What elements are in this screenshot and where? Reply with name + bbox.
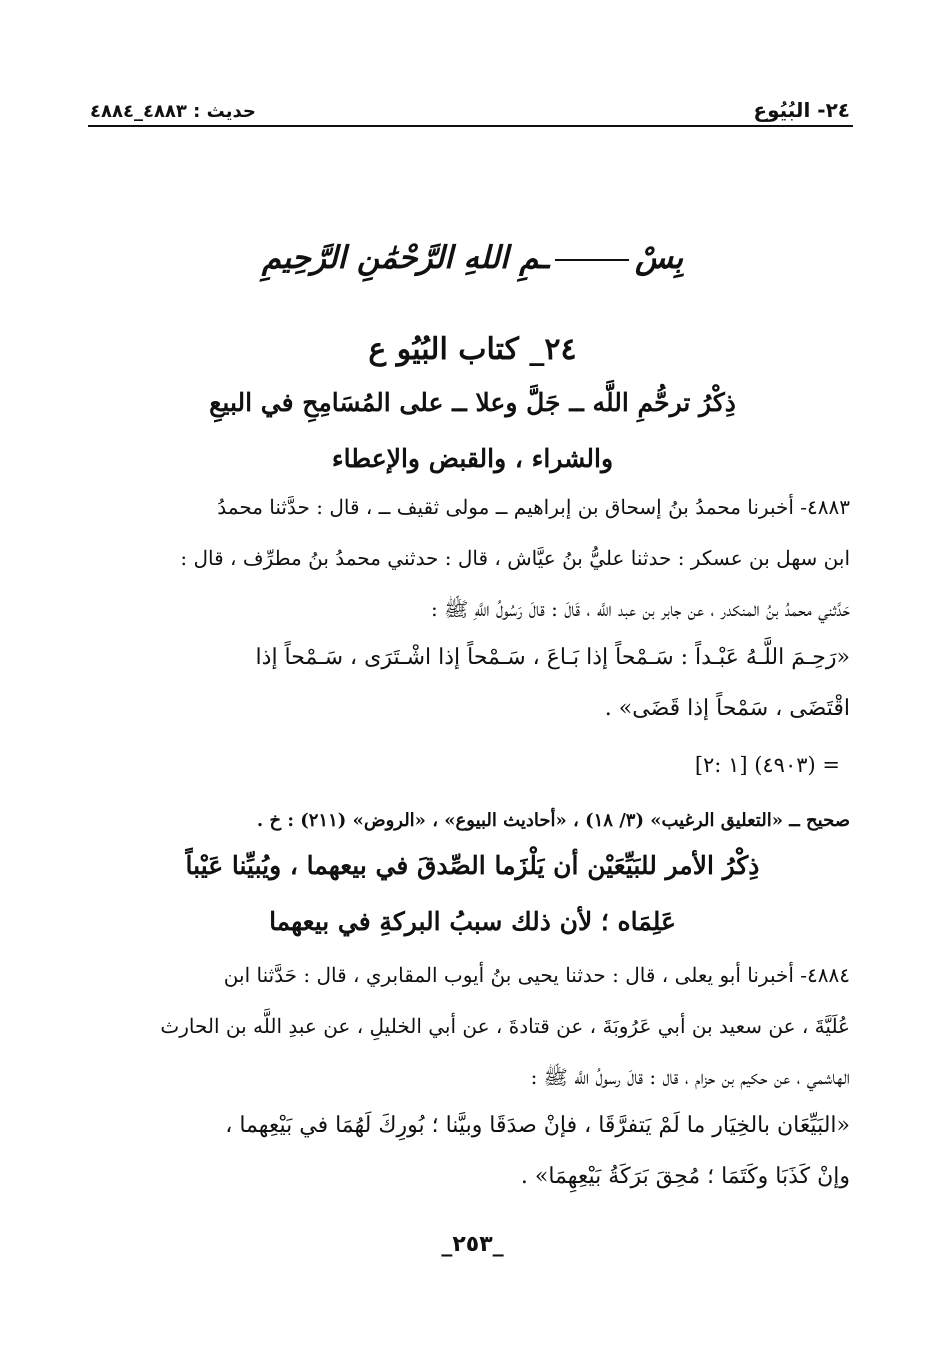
hadith1-isnad-line2: ابن سهل بن عسكر : حدثنا عليُّ بنُ عيَّاش ، قال : حدثني محمدُ بنُ مطرِّف ، قال : (180, 546, 850, 570)
running-header (90, 88, 850, 122)
hadith2-matn (95, 1100, 850, 1202)
hadith1-isnad-line1: ٤٨٨٣- أخبرنا محمدُ بنُ إسحاق بن إبراهيم ــ مولى ثقيف ــ ، قال : حدَّثنا محمدُ (217, 495, 850, 519)
basmala-extension-line (555, 259, 629, 261)
heading2-line1: ذِكْرُ الأمر للبَيِّعَيْن أن يَلْزَما الصِّدقَ في بيعهما ، ويُبيِّنا عَيْباً (185, 851, 760, 880)
hadith2-isnad (95, 950, 850, 1103)
basmala-calligraphy (0, 240, 945, 276)
hadith2-matn-line2: وإنْ كَذَبَا وكَتَمَا ؛ مُحِقَ بَرَكَةُ بَيْعِهِمَا» . (520, 1164, 850, 1189)
basmala-part1: بِسْ (635, 240, 684, 276)
hadith1-matn (95, 632, 850, 734)
hadith1-cross-reference (95, 740, 850, 791)
basmala-part2: ـمِ اللهِ الرَّحْمَٰنِ الرَّحِيمِ (261, 240, 550, 276)
hadith1-isnad-line3: حَدَّثني محمدُ بنُ المنكدر ، عن جابر بن عبد اللَّه ، قَالَ : قالَ رَسُولُ اللَّهِ ﷺ : (431, 597, 850, 621)
heading2-line2: عَلِمَاه ؛ لأن ذلك سببُ البركةِ في بيعهما (269, 907, 676, 936)
header-rule (88, 125, 853, 127)
hadith2-matn-line1: «البَيِّعَان بالخِيَار ما لَمْ يَتفرَّقَا ، فإنْ صدَقَا وبيَّنا ؛ بُورِكَ لَهُمَا في بَيْعِهما ، (225, 1113, 850, 1138)
running-header-hadith-range: حديث : ٤٨٨٣_٤٨٨٤ (90, 101, 256, 122)
hadith1-cross-ref: = (٤٩٠٣) [١ :٢] (694, 753, 840, 777)
hadith2-isnad-line3: الهاشمي ، عن حكيم بن حزام ، قال : قالَ رسولُ اللَّه ﷺ : (530, 1065, 850, 1089)
chapter-heading-1 (120, 375, 825, 487)
chapter-heading-2 (120, 838, 825, 950)
hadith1-isnad (95, 482, 850, 635)
hadith1-matn-line1: «رَحِـمَ اللَّـهُ عَبْـداً : سَـمْحاً إذا بَـاعَ ، سَـمْحاً إذا اشْـتَرَى ، سَـمْحاً إذا (255, 645, 850, 670)
running-header-chapter: ٢٤- البُيُوع (753, 98, 850, 122)
page-number: _٢٥٣_ (441, 1232, 504, 1257)
hadith2-isnad-line2: عُلَيَّةَ ، عن سعيد بن أبي عَرُوبَةَ ، عن قتادةَ ، عن أبي الخليلِ ، عن عبدِ اللَّه بن الحارث (160, 1014, 850, 1038)
heading1-line2: والشراء ، والقبض والإعطاء (331, 444, 614, 473)
kitab-title: ٢٤_ كتاب البُيُو ع (368, 332, 577, 367)
hadith1-grading-text: صحيح ــ «التعليق الرغيب» (٣/ ١٨) ، «أحاديث البيوع» ، «الروض» (٢١١) : خ . (256, 810, 850, 831)
hadith2-isnad-line1: ٤٨٨٤- أخبرنا أبو يعلى ، قال : حدثنا يحيى بنُ أيوب المقابري ، قال : حَدَّثنا ابن (223, 963, 850, 987)
hadith1-matn-line2: اقْتَضَى ، سَمْحاً إذا قَضَى» . (604, 696, 850, 721)
heading1-line1: ذِكْرُ ترحُّمِ اللَّه ــ جَلَّ وعلا ــ على المُسَامِحِ في البيعِ (209, 388, 736, 417)
